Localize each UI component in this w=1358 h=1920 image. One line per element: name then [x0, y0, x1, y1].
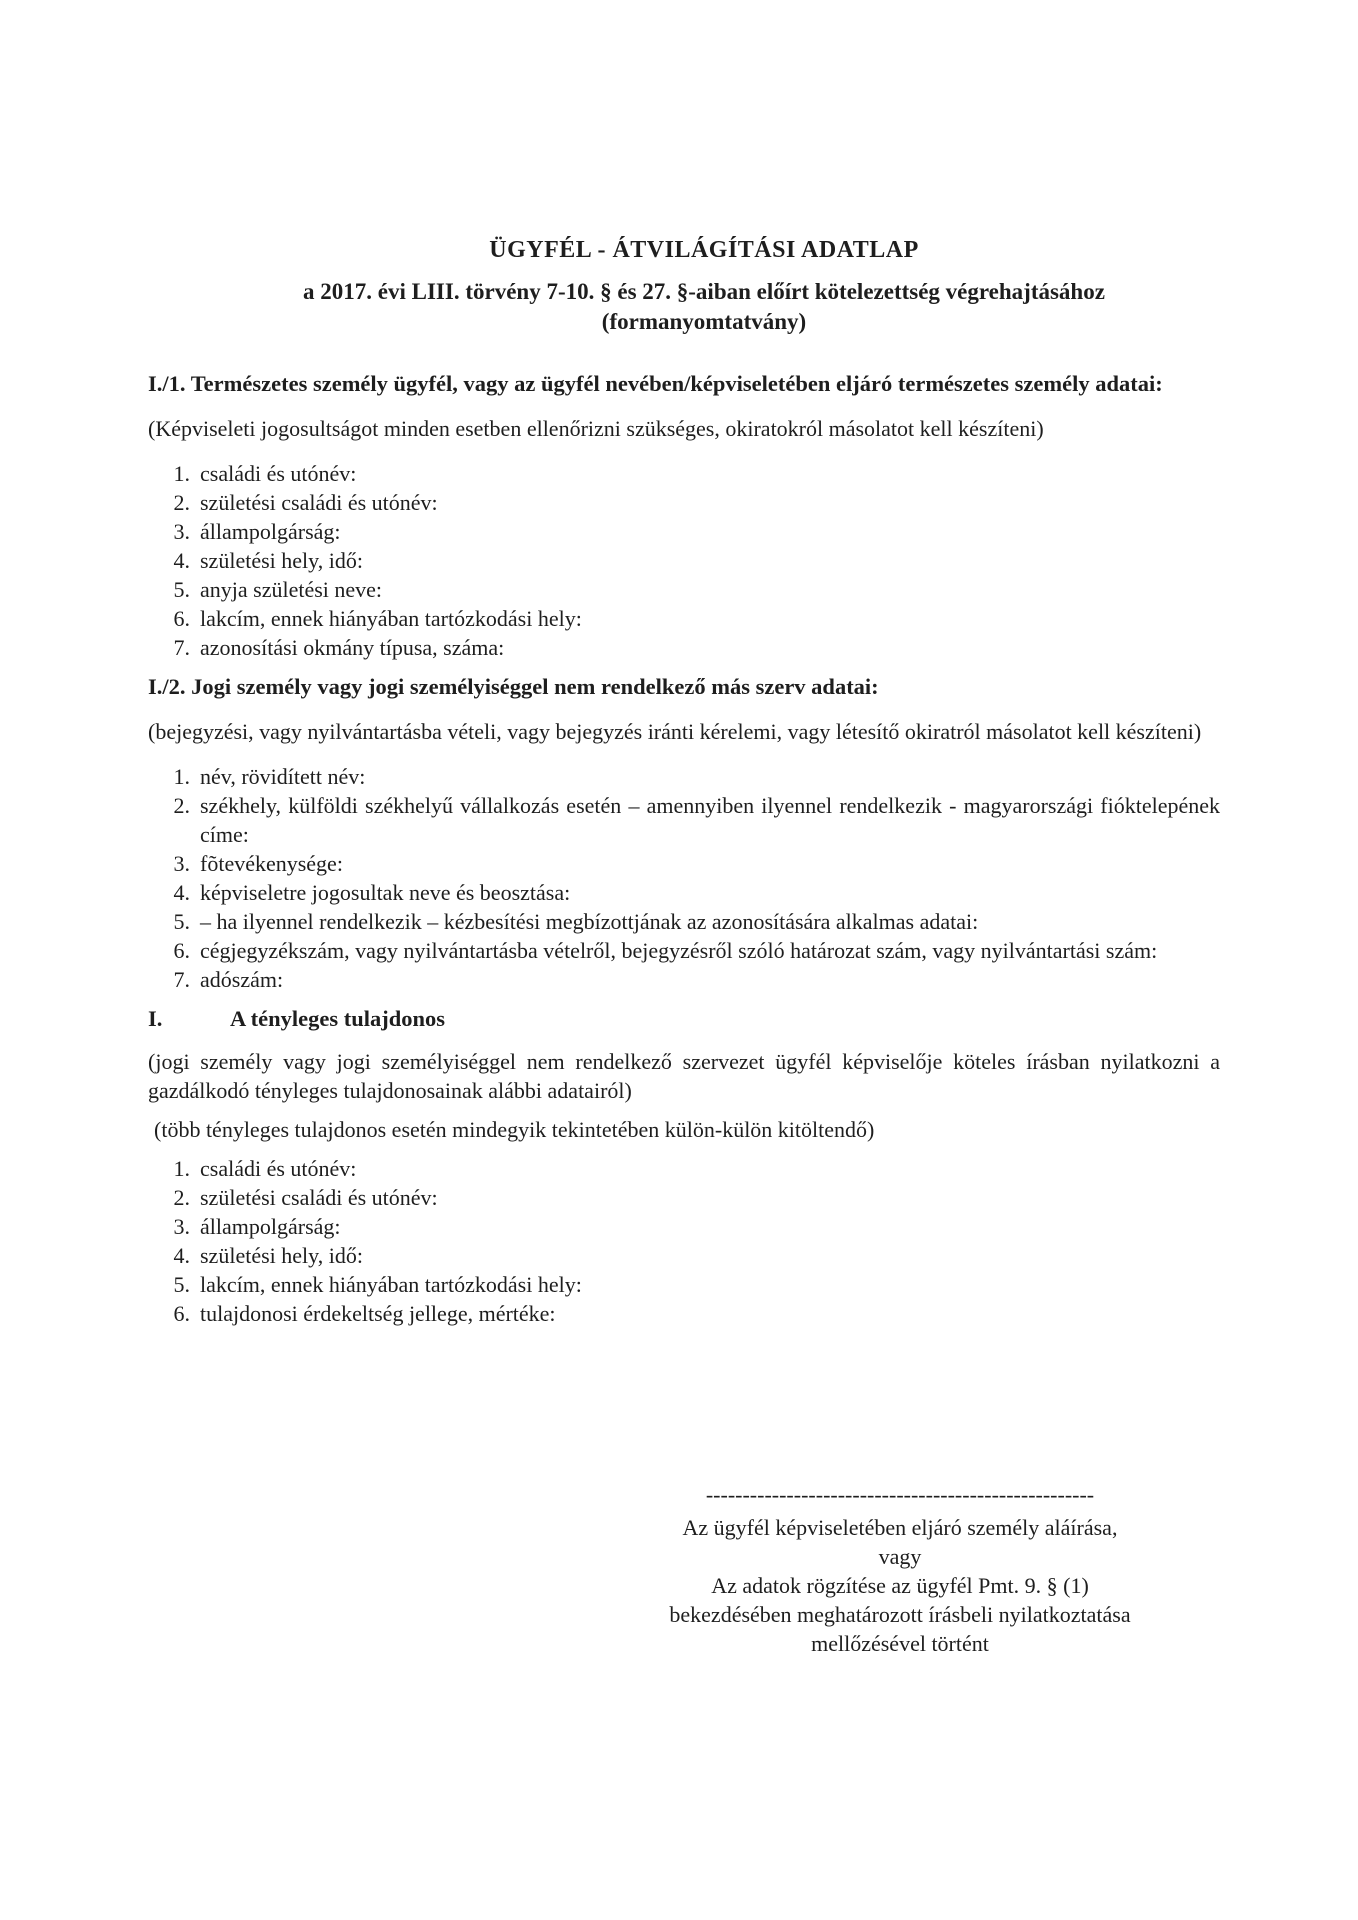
- item-text: cégjegyzékszám, vagy nyilvántartásba vételről, bejegyzésről szóló határozat szám, vagy nyilvántartási szám:: [200, 938, 1158, 963]
- list-item: [148, 965, 1220, 994]
- item-number: 6.: [173, 1301, 190, 1326]
- item-number: 3.: [173, 851, 190, 876]
- list-item: [148, 604, 1220, 633]
- item-number: 6.: [173, 606, 190, 631]
- signature-caption-2: vagy: [878, 1544, 922, 1569]
- item-text: anyja születési neve:: [200, 577, 383, 602]
- section-2-list: [148, 762, 1220, 994]
- list-item: [148, 575, 1220, 604]
- section-3-list: [148, 1154, 1220, 1328]
- subtitle-line-2: (formanyomtatvány): [601, 309, 807, 334]
- list-item: [148, 791, 1220, 849]
- item-number: 1.: [173, 1156, 190, 1181]
- signature-caption-4: bekezdésében meghatározott írásbeli nyilatkoztatása: [669, 1602, 1131, 1627]
- item-number: 7.: [173, 635, 190, 660]
- item-text: születési családi és utónév:: [200, 490, 438, 515]
- item-number: 5.: [173, 909, 190, 934]
- item-text: lakcím, ennek hiányában tartózkodási hely:: [200, 606, 582, 631]
- document-subtitle: [148, 277, 1220, 337]
- section-2-note: (bejegyzési, vagy nyilvántartásba vételi, vagy bejegyzés iránti kérelemi, vagy létesítő okiratról másolatot kell készíteni): [148, 719, 1202, 744]
- section-3-note-2: (több tényleges tulajdonos esetén mindegyik tekintetében külön-külön kitöltendő): [154, 1117, 875, 1142]
- item-text: név, rövidített név:: [200, 764, 366, 789]
- item-text: születési hely, idő:: [200, 1243, 363, 1268]
- item-number: 5.: [173, 577, 190, 602]
- list-item: [148, 546, 1220, 575]
- list-item: [148, 1270, 1220, 1299]
- section-2-heading: I./2. Jogi személy vagy jogi személyiséggel nem rendelkező más szerv adatai:: [148, 674, 879, 699]
- item-number: 6.: [173, 938, 190, 963]
- section-1-note: (Képviseleti jogosultságot minden esetben ellenőrizni szükséges, okiratokról másolatot kell készíteni): [148, 416, 1044, 441]
- item-number: 1.: [173, 764, 190, 789]
- item-number: 2.: [173, 490, 190, 515]
- signature-caption-3: Az adatok rögzítése az ügyfél Pmt. 9. § (1): [711, 1573, 1089, 1598]
- section-1-heading: I./1. Természetes személy ügyfél, vagy az ügyfél nevében/képviseletében eljáró természetes személy adatai:: [148, 371, 1163, 396]
- item-text: állampolgárság:: [200, 1214, 341, 1239]
- item-text: székhely, külföldi székhelyű vállalkozás esetén – amennyiben ilyennel rendelkezik - magyarországi fióktelepének címe:: [200, 793, 1220, 847]
- item-number: 2.: [173, 1185, 190, 1210]
- item-text: lakcím, ennek hiányában tartózkodási hely:: [200, 1272, 582, 1297]
- section-3-title: A tényleges tulajdonos: [230, 1006, 446, 1031]
- list-item: [148, 1241, 1220, 1270]
- section-3-heading: [148, 1004, 1220, 1033]
- section-3-number: I.: [148, 1006, 163, 1031]
- item-text: születési családi és utónév:: [200, 1185, 438, 1210]
- signature-line: -----------------------------------------------------: [705, 1482, 1095, 1507]
- item-number: 4.: [173, 880, 190, 905]
- item-text: tulajdonosi érdekeltség jellege, mértéke:: [200, 1301, 556, 1326]
- list-item: [148, 459, 1220, 488]
- item-text: képviseletre jogosultak neve és beosztása:: [200, 880, 571, 905]
- section-1-list: [148, 459, 1220, 662]
- section-3-note-1: (jogi személy vagy jogi személyiséggel nem rendelkező szervezet ügyfél képviselője köteles írásban nyilatkozni a gazdálkodó tényleges tulajdonosainak alábbi adatairól): [148, 1049, 1220, 1103]
- list-item: [148, 517, 1220, 546]
- item-number: 2.: [173, 793, 190, 818]
- item-text: családi és utónév:: [200, 1156, 357, 1181]
- list-item: [148, 1154, 1220, 1183]
- list-item: [148, 633, 1220, 662]
- list-item: [148, 762, 1220, 791]
- item-text: fõtevékenysége:: [200, 851, 343, 876]
- list-item: [148, 1212, 1220, 1241]
- item-number: 4.: [173, 1243, 190, 1268]
- item-number: 4.: [173, 548, 190, 573]
- item-text: – ha ilyennel rendelkezik – kézbesítési megbízottjának az azonosítására alkalmas adatai:: [200, 909, 979, 934]
- item-number: 7.: [173, 967, 190, 992]
- item-text: családi és utónév:: [200, 461, 357, 486]
- signature-caption-5: mellőzésével történt: [811, 1631, 989, 1656]
- item-number: 5.: [173, 1272, 190, 1297]
- signature-block: [650, 1480, 1150, 1658]
- list-item: [148, 849, 1220, 878]
- list-item: [148, 488, 1220, 517]
- item-text: állampolgárság:: [200, 519, 341, 544]
- item-number: 3.: [173, 519, 190, 544]
- list-item: [148, 878, 1220, 907]
- item-text: adószám:: [200, 967, 284, 992]
- list-item: [148, 907, 1220, 936]
- item-number: 3.: [173, 1214, 190, 1239]
- item-text: azonosítási okmány típusa, száma:: [200, 635, 505, 660]
- list-item: [148, 1299, 1220, 1328]
- item-text: születési hely, idő:: [200, 548, 363, 573]
- signature-caption-1: Az ügyfél képviseletében eljáró személy aláírása,: [682, 1515, 1118, 1540]
- list-item: [148, 936, 1220, 965]
- document-title: ÜGYFÉL - ÁTVILÁGÍTÁSI ADATLAP: [489, 237, 919, 263]
- list-item: [148, 1183, 1220, 1212]
- item-number: 1.: [173, 461, 190, 486]
- subtitle-line-1: a 2017. évi LIII. törvény 7-10. § és 27. §-aiban előírt kötelezettség végrehajtásához: [303, 279, 1105, 304]
